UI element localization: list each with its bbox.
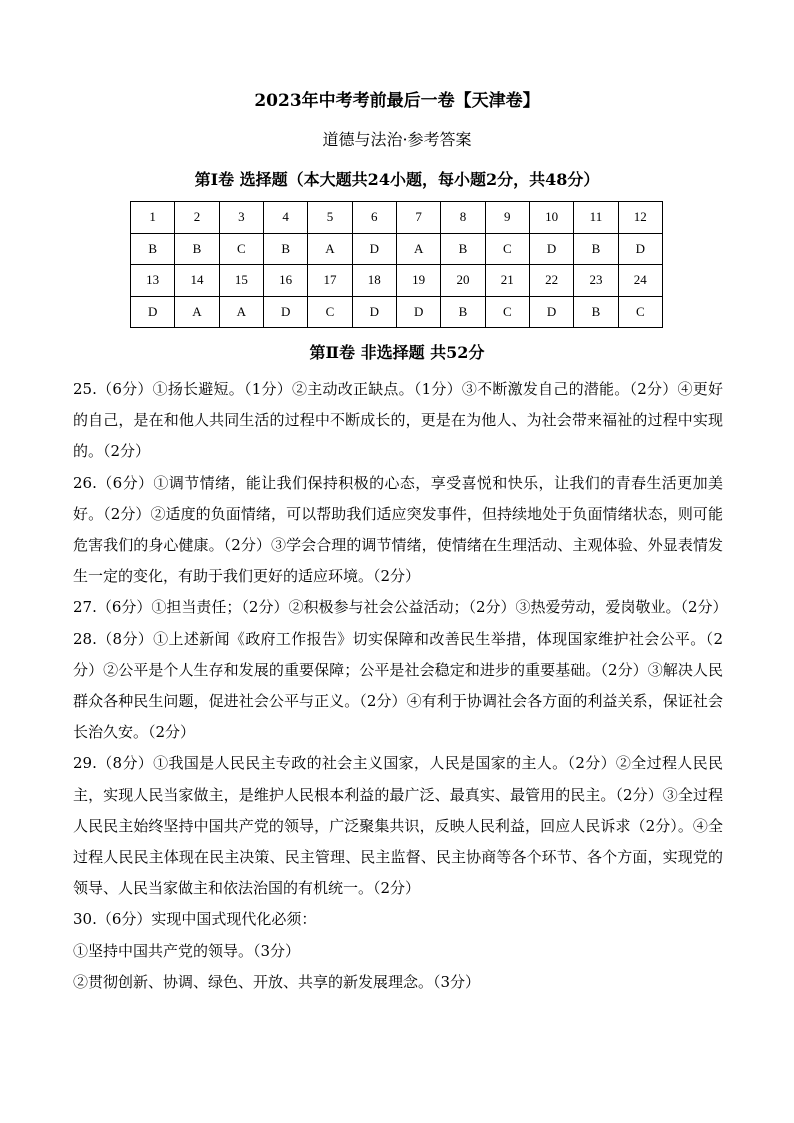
table-cell: 6 [352, 202, 396, 234]
table-cell: 12 [618, 202, 662, 234]
table-cell: D [529, 296, 573, 328]
table-row [131, 202, 663, 234]
table-cell: B [441, 233, 485, 265]
table-cell: 14 [175, 265, 219, 297]
table-cell: C [219, 233, 263, 265]
table-cell: 1 [131, 202, 175, 234]
table-cell: D [352, 233, 396, 265]
table-cell: 2 [175, 202, 219, 234]
table-cell: D [131, 296, 175, 328]
table-row [131, 233, 663, 265]
answer-27: 27.（6分）①担当责任；（2分）②积极参与社会公益活动；（2分）③热爱劳动，爱岗敬业。（2分） [73, 598, 728, 617]
table-cell: 11 [574, 202, 618, 234]
table-cell: 5 [308, 202, 352, 234]
table-cell: 21 [485, 265, 529, 297]
answer-table [130, 201, 663, 328]
table-cell: 24 [618, 265, 662, 297]
table-cell: C [485, 233, 529, 265]
table-cell: A [175, 296, 219, 328]
table-cell: 18 [352, 265, 396, 297]
answer-26: 26.（6分）①调节情绪，能让我们保持积极的心态，享受喜悦和快乐，让我们的青春生活更加美好。（2分）②适度的负面情绪，可以帮助我们适应突发事件，但持续地处于负面情绪状态，则可能危害我们的身心健康。（2分）③学会合理的调节情绪，使情绪在生理活动、主观体验、外显表情发生一定的变化，有助于我们更好的适应环境。（2分） [73, 473, 723, 586]
section2-heading: 第Ⅱ卷 非选择题 共52分 [309, 343, 485, 362]
table-cell: 3 [219, 202, 263, 234]
table-cell: 8 [441, 202, 485, 234]
table-cell: D [618, 233, 662, 265]
page-subtitle: 道德与法治·参考答案 [322, 130, 472, 149]
table-cell: C [618, 296, 662, 328]
table-cell: 15 [219, 265, 263, 297]
table-cell: 10 [529, 202, 573, 234]
table-cell: D [263, 296, 307, 328]
table-cell: A [219, 296, 263, 328]
table-cell: 20 [441, 265, 485, 297]
section1-heading: 第Ⅰ卷 选择题（本大题共24小题，每小题2分，共48分） [194, 170, 600, 189]
table-cell: C [308, 296, 352, 328]
table-cell: 7 [396, 202, 440, 234]
answer-29: 29.（8分）①我国是人民民主专政的社会主义国家，人民是国家的主人。（2分）②全过程人民民主，实现人民当家做主，是维护人民根本利益的最广泛、最真实、最管用的民主。（2分）③全过程人民民主始终坚持中国共产党的领导，广泛聚集共识，反映人民利益，回应人民诉求（2分）。④全过程人民民主体现在民主决策、民主管理、民主监督、民主协商等各个环节、各个方面，实现党的领导、人民当家做主和依法治国的有机统一。（2分） [73, 754, 723, 898]
table-cell: 22 [529, 265, 573, 297]
table-cell: D [352, 296, 396, 328]
table-cell: 19 [396, 265, 440, 297]
answer-30-point-1: ①坚持中国共产党的领导。（3分） [73, 941, 301, 960]
table-cell: 23 [574, 265, 618, 297]
table-cell: B [574, 296, 618, 328]
table-cell: 17 [308, 265, 352, 297]
table-cell: B [263, 233, 307, 265]
table-cell: 9 [485, 202, 529, 234]
table-cell: 16 [263, 265, 307, 297]
table-cell: B [441, 296, 485, 328]
table-cell: B [131, 233, 175, 265]
table-cell: A [396, 233, 440, 265]
page-title: 2023年中考考前最后一卷【天津卷】 [254, 91, 540, 111]
answer-25: 25.（6分）①扬长避短。（1分）②主动改正缺点。（1分）③不断激发自己的潜能。（2分）④更好的自己，是在和他人共同生活的过程中不断成长的，更是在为他人、为社会带来福祉的过程中实现的。（2分） [73, 380, 723, 461]
table-cell: 13 [131, 265, 175, 297]
answers-body [73, 374, 728, 998]
table-cell: 4 [263, 202, 307, 234]
answer-30-point-2: ②贯彻创新、协调、绿色、开放、共享的新发展理念。（3分） [73, 972, 481, 991]
table-cell: B [574, 233, 618, 265]
table-cell: B [175, 233, 219, 265]
table-row [131, 296, 663, 328]
answer-28: 28.（8分）①上述新闻《政府工作报告》切实保障和改善民生举措，体现国家维护社会公平。（2分）②公平是个人生存和发展的重要保障；公平是社会稳定和进步的重要基础。（2分）③解决人民群众各种民生问题，促进社会公平与正义。（2分）④有利于协调社会各方面的利益关系，保证社会长治久安。（2分） [73, 629, 723, 742]
table-cell: A [308, 233, 352, 265]
table-row [131, 265, 663, 297]
table-cell: C [485, 296, 529, 328]
table-cell: D [529, 233, 573, 265]
answer-30-intro: 30.（6分）实现中国式现代化必须： [73, 910, 317, 929]
table-cell: D [396, 296, 440, 328]
